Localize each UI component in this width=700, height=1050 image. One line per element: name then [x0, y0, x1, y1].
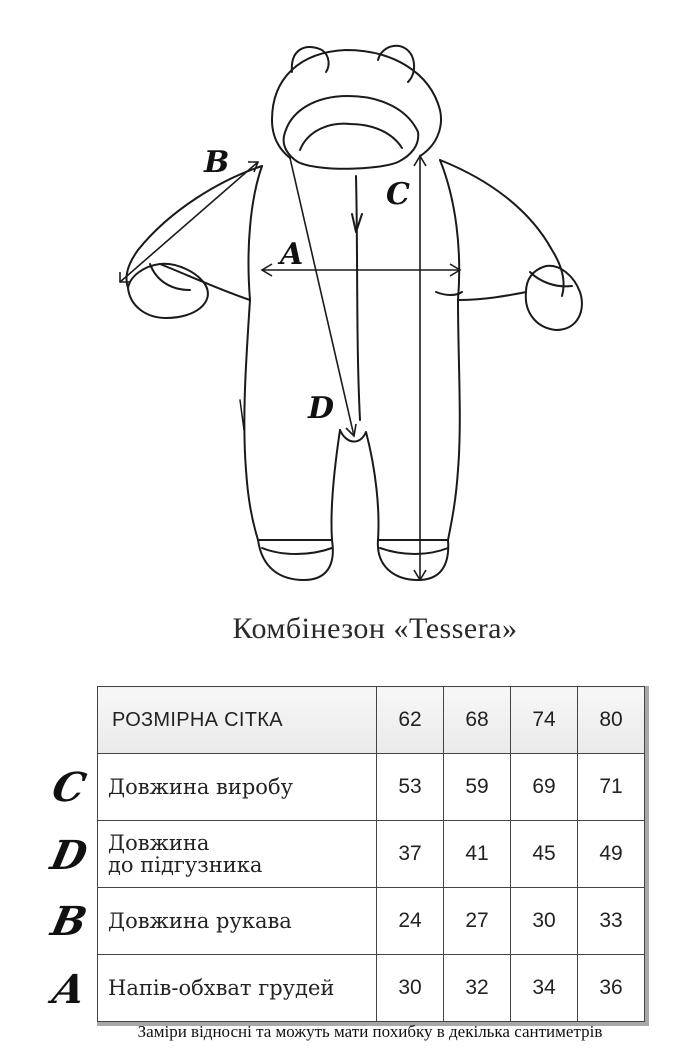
- right-mitten-cuff: [530, 272, 572, 286]
- table-cell: 34: [511, 955, 578, 1022]
- table-cell: 49: [578, 821, 645, 888]
- table-cell: 59: [444, 754, 511, 821]
- hood-lining: [300, 124, 402, 150]
- table-cell: 71: [578, 754, 645, 821]
- row-letter-c: C: [48, 764, 90, 811]
- left-mitten: [128, 264, 208, 318]
- table-cell: 33: [578, 888, 645, 955]
- side-seam: [240, 400, 244, 430]
- hood-outer: [272, 50, 441, 156]
- zipper-line: [356, 176, 360, 420]
- marker-b: B: [204, 145, 230, 180]
- product-title: Комбінезон «Tessera»: [232, 612, 518, 645]
- header-label: РОЗМІРНА СІТКА: [98, 687, 377, 754]
- table-cell: 69: [511, 754, 578, 821]
- row-label-length: Довжина виробу: [98, 754, 377, 821]
- right-sleeve-under: [458, 292, 526, 300]
- table-header-row: [98, 687, 645, 754]
- table-row: [98, 955, 645, 1022]
- right-foot-cuff: [380, 548, 448, 554]
- left-sleeve-under: [160, 264, 250, 300]
- table-cell: 37: [377, 821, 444, 888]
- header-size-68: 68: [444, 687, 511, 754]
- row-label-half-chest: Напів-обхват грудей: [98, 955, 377, 1022]
- left-sleeve: [126, 166, 262, 288]
- right-foot: [378, 540, 448, 580]
- table-cell: 27: [444, 888, 511, 955]
- header-size-62: 62: [377, 687, 444, 754]
- size-table: [97, 686, 645, 1022]
- table-cell: 30: [511, 888, 578, 955]
- body-right: [440, 160, 460, 540]
- row-label-diaper-length: Довжина до підгузника: [98, 821, 377, 888]
- left-foot-cuff: [262, 548, 332, 554]
- marker-d: D: [308, 391, 335, 426]
- hood-inner: [284, 96, 419, 169]
- table-cell: 32: [444, 955, 511, 1022]
- table-row: [98, 888, 645, 955]
- row-letter-b: B: [47, 898, 91, 945]
- table-cell: 24: [377, 888, 444, 955]
- right-leg-inner: [366, 432, 379, 540]
- marker-c: C: [386, 177, 410, 212]
- footnote: Заміри відносні та можуть мати похибку в декілька сантиметрів: [137, 1022, 603, 1041]
- header-size-74: 74: [511, 687, 578, 754]
- left-leg-inner: [331, 430, 340, 540]
- left-foot: [258, 540, 333, 580]
- table-cell: 45: [511, 821, 578, 888]
- measure-b-line: [120, 162, 258, 282]
- row-letter-d: D: [46, 832, 92, 879]
- marker-a: A: [280, 237, 304, 272]
- table-row: [98, 821, 645, 888]
- table-cell: 41: [444, 821, 511, 888]
- table-cell: 30: [377, 955, 444, 1022]
- table-cell: 36: [578, 955, 645, 1022]
- body-left: [244, 166, 262, 540]
- left-ear-shape: [292, 47, 329, 72]
- row-label-sleeve-length: Довжина рукава: [98, 888, 377, 955]
- header-size-80: 80: [578, 687, 645, 754]
- size-table-container: [97, 686, 649, 1026]
- table-cell: 53: [377, 754, 444, 821]
- right-ear-shape: [378, 46, 414, 82]
- table-row: [98, 754, 645, 821]
- row-letter-a: A: [48, 966, 90, 1013]
